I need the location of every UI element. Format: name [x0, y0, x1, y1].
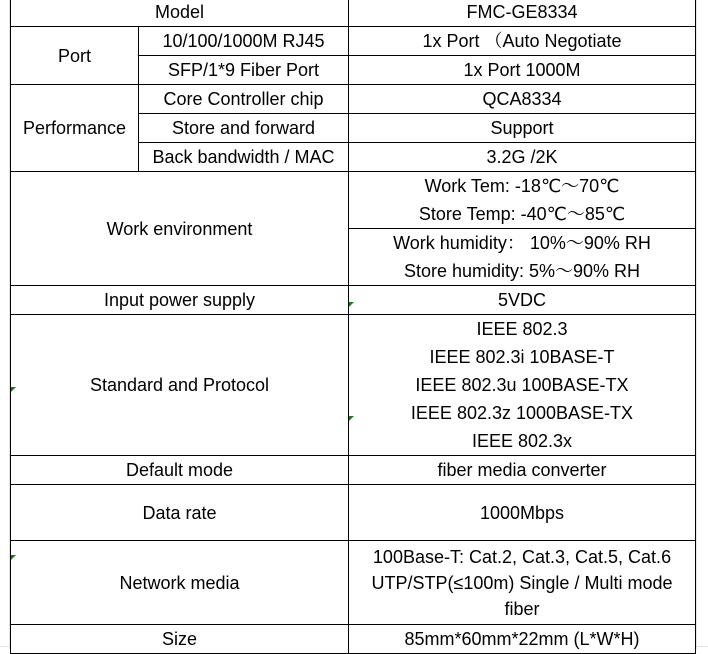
table-row: [11, 456, 696, 485]
table-row: [11, 625, 696, 654]
table-row: [11, 85, 696, 114]
performance-label: Performance: [11, 85, 139, 172]
data-rate-label: Data rate: [11, 485, 349, 541]
spec-table: [10, 0, 696, 654]
work-humidity-text: Work humidity： 10%～90% RH: [393, 233, 651, 253]
table-row: [11, 485, 696, 541]
store-forward-value: Support: [349, 114, 696, 143]
protocol-item: IEEE 802.3u 100BASE-TX: [415, 375, 629, 395]
standard-protocol-label: Standard and Protocol: [11, 315, 349, 456]
cell-marker: [349, 416, 354, 421]
work-environment-label: Work environment: [11, 172, 349, 286]
size-value: 85mm*60mm*22mm (L*W*H): [349, 625, 696, 654]
network-media-line: fiber: [504, 598, 540, 619]
network-media-line: UTP/STP(≤100m) Single / Multi mode: [371, 572, 673, 593]
store-humidity-text: Store humidity: 5%～90% RH: [403, 261, 641, 281]
table-row: [11, 315, 696, 456]
port-rj45-value: 1x Port （Auto Negotiate: [349, 27, 696, 56]
size-label: Size: [11, 625, 349, 654]
default-mode-label: Default mode: [11, 456, 349, 485]
network-media-label: Network media: [11, 541, 349, 625]
protocol-item: IEEE 802.3: [476, 319, 568, 339]
temperature-cell: [349, 172, 696, 229]
model-value: FMC-GE8334: [349, 0, 696, 27]
standard-protocol-cell: [349, 315, 696, 456]
port-label: Port: [11, 27, 139, 85]
network-media-cell: [349, 541, 696, 625]
core-chip-label: Core Controller chip: [139, 85, 349, 114]
humidity-cell: [349, 229, 696, 286]
default-mode-value: fiber media converter: [349, 456, 696, 485]
store-temp-text: Store Temp: -40℃～85℃: [418, 204, 626, 224]
network-media-line: 100Base-T: Cat.2, Cat.3, Cat.5, Cat.6: [372, 546, 672, 567]
table-row: [11, 172, 696, 229]
protocol-item: IEEE 802.3x: [471, 431, 573, 451]
back-bandwidth-value: 3.2G /2K: [349, 143, 696, 172]
input-power-value: 5VDC: [349, 286, 696, 315]
cell-marker: [11, 555, 16, 560]
table-row: [11, 27, 696, 56]
core-chip-value: QCA8334: [349, 85, 696, 114]
table-row: [11, 541, 696, 625]
model-label: Model: [11, 0, 349, 27]
port-rj45-label: 10/100/1000M RJ45: [139, 27, 349, 56]
store-forward-label: Store and forward: [139, 114, 349, 143]
table-row: [11, 0, 696, 27]
work-temp-text: Work Tem: -18℃～70℃: [424, 176, 620, 196]
cell-marker: [349, 302, 354, 307]
protocol-item: IEEE 802.3i 10BASE-T: [429, 347, 615, 367]
port-fiber-value: 1x Port 1000M: [349, 56, 696, 85]
protocol-item: IEEE 802.3z 1000BASE-TX: [410, 403, 634, 423]
sheet-gridline: [696, 0, 697, 649]
data-rate-value: 1000Mbps: [349, 485, 696, 541]
port-fiber-label: SFP/1*9 Fiber Port: [139, 56, 349, 85]
table-row: [11, 286, 696, 315]
input-power-label: Input power supply: [11, 286, 349, 315]
back-bandwidth-label: Back bandwidth / MAC: [139, 143, 349, 172]
cell-marker: [11, 387, 16, 392]
